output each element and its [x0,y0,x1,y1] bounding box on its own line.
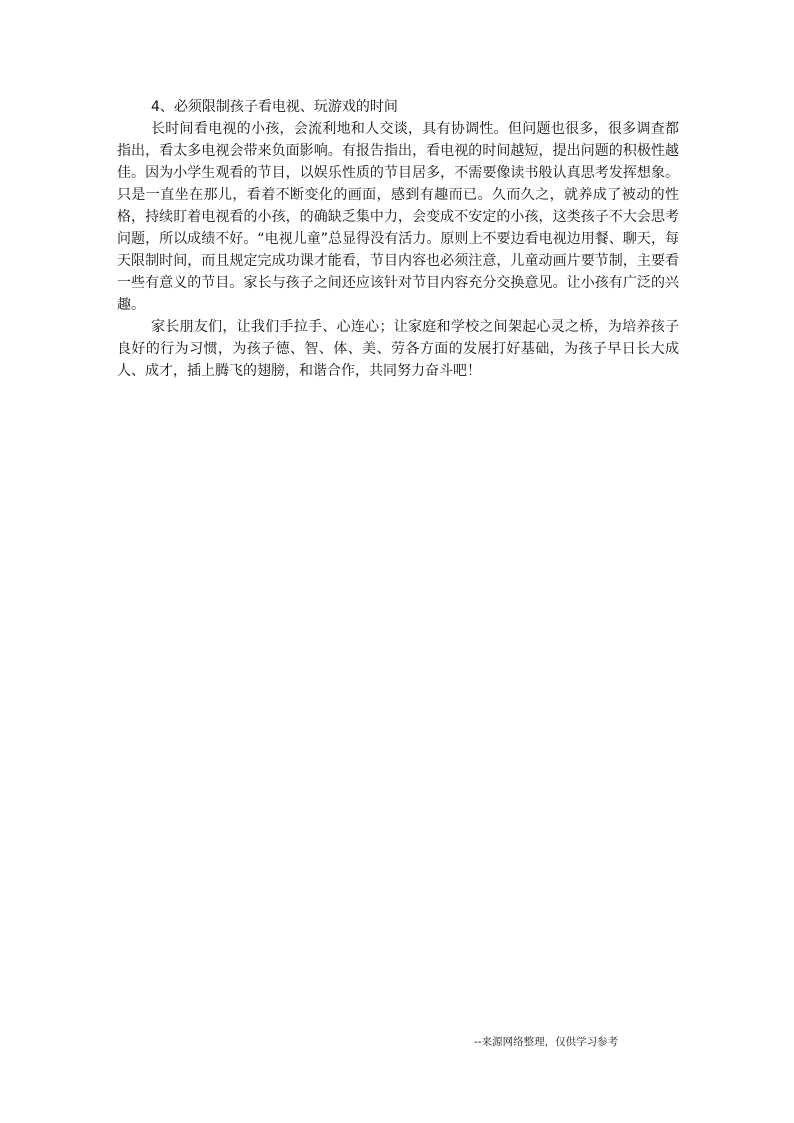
paragraph-tv-limits: 长时间看电视的小孩，会流利地和人交谈，具有协调性。但问题也很多，很多调查都指出，看太多电视会带来负面影响。有报告指出，看电视的时间越短，提出问题的积极性越佳。因为小学生观看的节目，以娱乐性质的节目居多，不需要像读书般认真思考发挥想象。只是一直坐在那儿，看着不断变化的画面，感到有趣而已。久而久之，就养成了被动的性格，持续盯着电视看的小孩，的确缺乏集中力，会变成不安定的小孩，这类孩子不大会思考问题，所以成绩不好。“电视儿童”总显得没有活力。原则上不要边看电视边用餐、聊天，每天限制时间，而且规定完成功课才能看，节目内容也必须注意，儿童动画片要节制，主要看一些有意义的节目。家长与孩子之间还应该针对节目内容充分交换意见。让小孩有广泛的兴趣。 [117,121,679,313]
section-heading: 4、必须限制孩子看电视、玩游戏的时间 [151,99,398,115]
source-footer-note: --来源网络整理，仅供学习参考 [474,1036,619,1048]
document-body [117,96,679,382]
paragraph-closing-appeal: 家长朋友们，让我们手拉手、心连心；让家庭和学校之间架起心灵之桥，为培养孩子良好的行为习惯，为孩子德、智、体、美、劳各方面的发展打好基础，为孩子早日长大成人、成才，插上腾飞的翅膀，和谐合作，共同努力奋斗吧！ [117,319,679,379]
